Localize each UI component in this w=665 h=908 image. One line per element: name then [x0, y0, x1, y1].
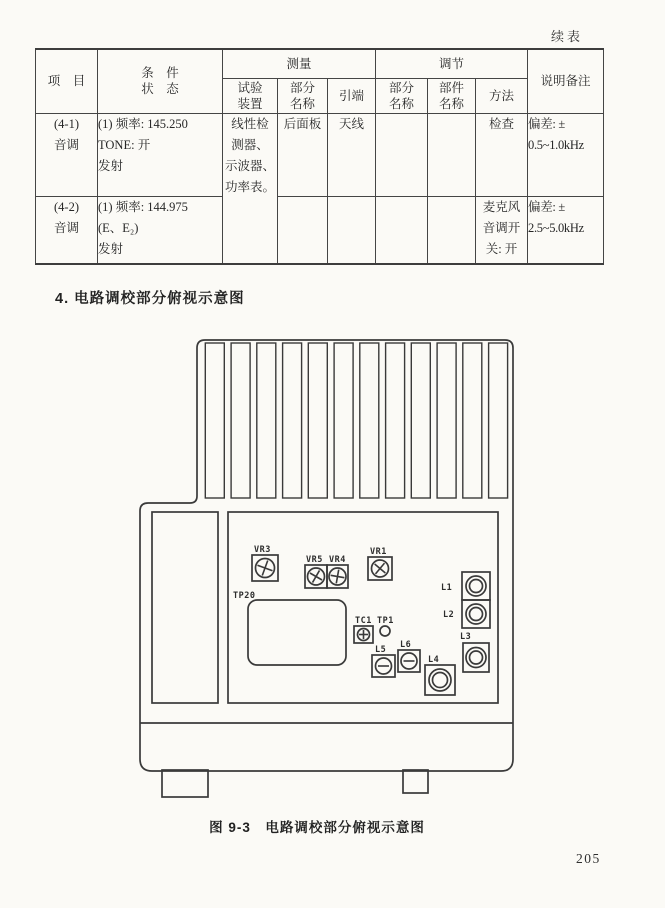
component-label: L6 — [400, 640, 412, 650]
pcb-panel — [228, 512, 498, 703]
component-label: VR3 — [254, 545, 271, 555]
component-tp20 — [233, 591, 346, 665]
col-header-terminal: 引端 — [328, 78, 376, 113]
component-l1 — [441, 572, 490, 600]
component-label: TC1 — [355, 616, 372, 626]
component-label: L3 — [460, 632, 472, 642]
spec-table — [35, 48, 604, 265]
col-header-notes: 说明备注 — [528, 49, 604, 113]
table-row — [36, 196, 604, 264]
left-foot — [162, 770, 208, 797]
section-heading: 4. 电路调校部分俯视示意图 — [55, 291, 245, 307]
diagram-canvas — [0, 325, 665, 815]
cell-item: (4-1) 音调 — [36, 113, 98, 196]
component-l6 — [398, 640, 420, 672]
col-header-part-name: 部分 名称 — [278, 78, 328, 113]
table-row — [36, 113, 604, 196]
cell-method: 麦克风 音调开 关: 开 — [476, 196, 528, 264]
cell-adj-part-name — [376, 196, 428, 264]
cell-item: (4-2) 音调 — [36, 196, 98, 264]
component-label: TP20 — [233, 591, 256, 601]
cell-method: 检查 — [476, 113, 528, 196]
col-header-method: 方法 — [476, 78, 528, 113]
circuit-board-diagram — [0, 325, 665, 815]
component-label: VR4 — [329, 555, 346, 565]
cell-condition: (1) 频率: 145.250 TONE: 开 发射 — [98, 113, 223, 196]
cell-condition: (1) 频率: 144.975 (E、E₂) 发射 — [98, 196, 223, 264]
left-inner-panel — [152, 512, 218, 703]
table-continued-label: 续表 — [551, 29, 584, 44]
component-l4 — [425, 655, 455, 695]
component-label: TP1 — [377, 616, 394, 626]
component-vr5 — [305, 555, 327, 588]
cell-adj-component-name — [428, 113, 476, 196]
cell-adj-part-name — [376, 113, 428, 196]
component-vr1 — [368, 547, 392, 580]
cell-terminal — [328, 196, 376, 264]
component-label: L1 — [441, 583, 453, 593]
component-label: VR1 — [370, 547, 387, 557]
component-vr4 — [327, 555, 348, 588]
col-group-measure: 测量 — [223, 49, 376, 78]
col-header-item: 项 目 — [36, 49, 98, 113]
figure-caption: 图 9-3 电路调校部分俯视示意图 — [209, 820, 425, 835]
device-outline — [140, 340, 513, 771]
col-group-adjust: 调节 — [376, 49, 528, 78]
component-label: L2 — [443, 610, 455, 620]
component-label: L4 — [428, 655, 440, 665]
cell-notes: 偏差: ± 2.5~5.0kHz — [528, 196, 604, 264]
col-header-adj-component-name: 部件 名称 — [428, 78, 476, 113]
component-l3 — [460, 632, 489, 672]
col-header-condition: 条 件 状 态 — [98, 49, 223, 113]
col-header-adj-part-name: 部分 名称 — [376, 78, 428, 113]
cell-adj-component-name — [428, 196, 476, 264]
component-vr3 — [252, 545, 278, 581]
component-tp1 — [377, 616, 394, 636]
component-label: VR5 — [306, 555, 323, 565]
cell-test-equipment: 线性检 测器、 示波器、 功率表。 — [223, 113, 278, 264]
cell-part-name — [278, 196, 328, 264]
component-label: L5 — [375, 645, 387, 655]
right-foot — [403, 770, 428, 793]
component-tc1 — [354, 616, 373, 643]
component-l2 — [443, 600, 490, 628]
cell-part-name: 后面板 — [278, 113, 328, 196]
col-header-test-equipment: 试验 装置 — [223, 78, 278, 113]
page-number: 205 — [576, 851, 601, 866]
heatsink-fins — [205, 343, 507, 498]
cell-terminal: 天线 — [328, 113, 376, 196]
component-l5 — [372, 645, 395, 677]
cell-notes: 偏差: ± 0.5~1.0kHz — [528, 113, 604, 196]
